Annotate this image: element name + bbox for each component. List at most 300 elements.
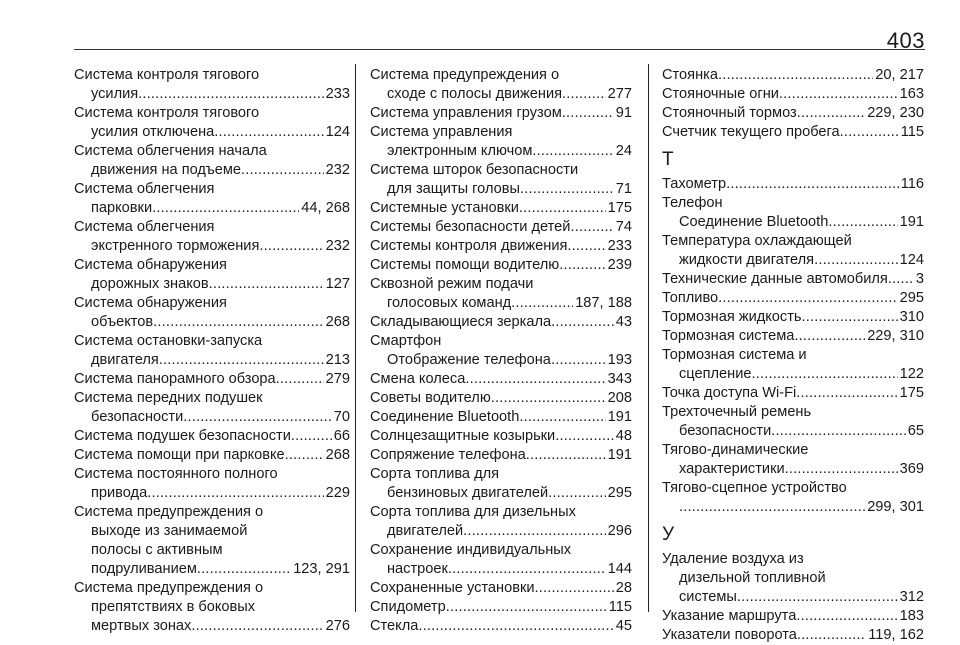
index-entry-pages: 66 — [333, 428, 350, 444]
index-entry-pages: 239 — [607, 257, 632, 273]
index-entry — [74, 104, 350, 142]
index-entry — [370, 389, 632, 408]
index-entry-line — [74, 256, 350, 275]
index-entry-pages: 127 — [325, 276, 350, 292]
index-entry-line — [370, 275, 632, 294]
index-entry — [662, 194, 924, 213]
index-entry-line — [74, 66, 350, 85]
index-entry-pages: 233 — [607, 238, 632, 254]
index-entry-text: Стояночные огни — [662, 86, 779, 102]
dot-leader — [532, 142, 613, 161]
index-entry — [370, 237, 632, 256]
index-entry-line — [370, 123, 632, 142]
index-entry-pages: 191 — [899, 214, 924, 230]
index-entry-line — [370, 199, 632, 218]
index-entry-pages: 28 — [615, 580, 632, 596]
dot-leader — [555, 427, 614, 446]
page-number: 403 — [886, 28, 925, 53]
index-entry — [74, 218, 350, 256]
index-entry — [370, 123, 632, 161]
dot-leader — [191, 617, 323, 636]
index-entry-text: Тягово-сцепное устройство — [662, 480, 847, 496]
index-entry-text: Система облегчения начала — [74, 143, 267, 159]
dot-leader — [796, 607, 897, 626]
index-entry-pages: 163 — [899, 86, 924, 102]
index-entry-line — [74, 85, 350, 104]
index-entry-line — [74, 598, 350, 617]
index-entry-pages: 277 — [607, 86, 632, 102]
dot-leader — [570, 218, 613, 237]
index-entry — [370, 275, 632, 313]
dot-leader — [802, 308, 898, 327]
index-entry-text: Стояночный тормоз — [662, 105, 797, 121]
index-entry — [662, 384, 924, 403]
index-entry-line — [662, 588, 924, 607]
index-letter-heading: Т — [662, 149, 674, 170]
index-entry-text: Система подушек безопасности — [74, 428, 291, 444]
index-entry-text: движения на подъеме — [91, 162, 241, 178]
index-entry-line — [662, 365, 924, 384]
index-entry-text: Тахометр — [662, 176, 727, 192]
index-entry-line — [74, 522, 350, 541]
index-entry-text: двигателей — [387, 523, 464, 539]
index-entry-line — [74, 180, 350, 199]
index-entry-text: Сквозной режим подачи — [370, 276, 534, 292]
index-entry-text: Система помощи при парковке — [74, 447, 285, 463]
index-entry-text: Система предупреждения о — [370, 67, 560, 83]
index-entry-pages: 43 — [615, 314, 632, 330]
index-entry — [74, 389, 350, 427]
index-entry-text: привода — [91, 485, 148, 501]
index-column-3 — [662, 66, 924, 643]
index-entry-line — [370, 142, 632, 161]
index-entry-text: системы — [679, 589, 737, 605]
index-entry — [370, 541, 632, 579]
index-entry-text: Сорта топлива для — [370, 466, 500, 482]
dot-leader — [276, 370, 324, 389]
index-entry-line — [74, 579, 350, 598]
index-entry-text: Топливо — [662, 290, 719, 306]
index-entry-line — [370, 294, 632, 313]
index-entry-pages: 124 — [325, 124, 350, 140]
index-entry — [662, 308, 924, 327]
index-letter-heading: У — [662, 524, 675, 545]
index-entry-line — [662, 403, 924, 422]
index-entry-text: двигателя — [91, 352, 159, 368]
index-entry-line — [662, 327, 924, 346]
index-entry-text: Сохранение индивидуальных — [370, 542, 572, 558]
index-entry-line — [74, 294, 350, 313]
dot-leader — [562, 104, 614, 123]
index-entry-line — [370, 351, 632, 370]
index-entry-pages: 116 — [900, 176, 924, 192]
dot-leader — [197, 560, 291, 579]
index-entry — [662, 479, 924, 517]
index-entry-line — [662, 104, 924, 123]
index-entry-pages: 115 — [900, 124, 924, 140]
index-entry-pages: 74 — [615, 219, 632, 235]
dot-leader — [679, 498, 865, 517]
dot-leader — [241, 161, 324, 180]
dot-leader — [214, 123, 323, 142]
dot-leader — [526, 446, 606, 465]
index-entry-text: Система облегчения — [74, 219, 215, 235]
index-entry-line — [662, 251, 924, 270]
index-entry-line — [74, 332, 350, 351]
index-entry-line — [74, 541, 350, 560]
index-entry-text: Система контроля тягового — [74, 105, 260, 121]
index-entry — [74, 503, 350, 579]
dot-leader — [152, 199, 299, 218]
index-entry — [662, 346, 924, 384]
index-entry — [370, 370, 632, 389]
index-entry — [662, 327, 924, 346]
index-entry-line — [370, 256, 632, 275]
index-entry-text: Тормозная жидкость — [662, 309, 802, 325]
index-entry-line — [74, 142, 350, 161]
index-entry — [370, 427, 632, 446]
dot-leader — [511, 294, 573, 313]
index-entry-line — [370, 408, 632, 427]
index-entry-line — [74, 503, 350, 522]
index-entry-text: безопасности — [91, 409, 184, 425]
index-entry-line — [74, 199, 350, 218]
index-entry-text: Указание маршрута — [662, 608, 797, 624]
index-entry — [662, 441, 924, 479]
index-entry-line — [662, 607, 924, 626]
index-entry-text: полосы с активным — [91, 542, 223, 558]
index-entry — [662, 270, 924, 289]
index-entry — [74, 579, 350, 636]
index-entry-pages: 233 — [325, 86, 350, 102]
index-entry-line — [74, 484, 350, 503]
index-entry-text: Система передних подушек — [74, 390, 263, 406]
index-entry — [370, 66, 632, 104]
dot-leader — [751, 365, 897, 384]
index-entry — [662, 213, 924, 232]
index-entry-line — [662, 498, 924, 517]
dot-leader — [718, 289, 897, 308]
index-entry — [74, 256, 350, 294]
index-entry — [370, 617, 632, 636]
index-entry-text: безопасности — [679, 423, 772, 439]
index-entry-text: Сорта топлива для дизельных — [370, 504, 576, 520]
index-entry-line — [370, 237, 632, 256]
index-entry-line — [74, 275, 350, 294]
index-entry — [74, 465, 350, 503]
index-entry-text: Тормозная система — [662, 328, 795, 344]
index-entry-text: Счетчик текущего пробега — [662, 124, 840, 140]
index-entry — [662, 104, 924, 123]
index-entry-pages: 193 — [607, 352, 632, 368]
index-entry-pages: 268 — [325, 447, 350, 463]
dot-leader — [888, 270, 914, 289]
dot-leader — [771, 422, 906, 441]
index-entry-line — [370, 484, 632, 503]
index-entry-line — [370, 180, 632, 199]
dot-leader — [153, 313, 323, 332]
index-entry-pages: 310 — [899, 309, 924, 325]
index-entry-text: Система обнаружения — [74, 257, 227, 273]
index-entry-line — [662, 66, 924, 85]
index-entry — [370, 218, 632, 237]
index-entry-pages: 124 — [899, 252, 924, 268]
index-entry-text: Смартфон — [370, 333, 442, 349]
index-entry-text: электронным ключом — [387, 143, 533, 159]
index-entry-line — [370, 161, 632, 180]
dot-leader — [797, 626, 866, 645]
index-entry-pages: 229, 310 — [867, 328, 924, 344]
index-entry-text: Солнцезащитные козырьки — [370, 428, 556, 444]
dot-leader — [519, 199, 606, 218]
index-entry — [370, 256, 632, 275]
dot-leader — [737, 588, 898, 607]
dot-leader — [718, 66, 873, 85]
index-entry-line — [370, 579, 632, 598]
index-column-2 — [370, 66, 632, 634]
index-entry-text: Система управления грузом — [370, 105, 562, 121]
dot-leader — [491, 389, 606, 408]
index-entry-text: Система остановки-запуска — [74, 333, 263, 349]
index-entry-text: характеристики — [679, 461, 785, 477]
index-entry — [370, 408, 632, 427]
index-entry-line — [662, 308, 924, 327]
dot-leader — [726, 175, 899, 194]
dot-leader — [559, 256, 605, 275]
index-entry-pages: 48 — [615, 428, 632, 444]
index-entry-text: усилия — [91, 86, 139, 102]
index-entry-text: объектов — [91, 314, 154, 330]
index-entry — [74, 427, 350, 446]
index-entry-line — [370, 446, 632, 465]
dot-leader — [147, 484, 323, 503]
index-entry-line — [662, 441, 924, 460]
index-entry-text: сходе с полосы движения — [387, 86, 563, 102]
index-entry-line — [74, 427, 350, 446]
index-entry-text: Сопряжение телефона — [370, 447, 526, 463]
dot-leader — [535, 579, 614, 598]
index-entry — [662, 232, 924, 270]
index-entry-line — [74, 104, 350, 123]
index-entry-line — [662, 232, 924, 251]
index-entry-text: Тягово-динамические — [662, 442, 809, 458]
index-entry-line — [662, 422, 924, 441]
dot-leader — [828, 213, 897, 232]
index-entry-pages: 312 — [899, 589, 924, 605]
dot-leader — [138, 85, 323, 104]
index-entry-text: парковки — [91, 200, 153, 216]
dot-leader — [814, 251, 898, 270]
index-entry-text: Температура охлаждающей — [662, 233, 852, 249]
index-entry-pages: 232 — [325, 238, 350, 254]
index-entry — [662, 175, 924, 194]
index-entry-pages: 20, 217 — [875, 67, 924, 83]
dot-leader — [796, 384, 897, 403]
index-entry — [370, 579, 632, 598]
dot-leader — [259, 237, 323, 256]
index-entry-text: Система предупреждения о — [74, 504, 264, 520]
dot-leader — [519, 408, 605, 427]
index-entry-pages: 24 — [615, 143, 632, 159]
index-entry-text: Соединение Bluetooth — [370, 409, 520, 425]
index-entry-line — [662, 85, 924, 104]
index-entry-pages: 115 — [608, 599, 632, 615]
index-entry-line — [74, 161, 350, 180]
dot-leader — [779, 85, 898, 104]
dot-leader — [797, 104, 865, 123]
index-entry-line — [662, 213, 924, 232]
index-entry-pages: 44, 268 — [301, 200, 350, 216]
dot-leader — [448, 560, 606, 579]
dot-leader — [446, 598, 607, 617]
index-entry-text: Системы контроля движения — [370, 238, 568, 254]
index-entry-line — [662, 270, 924, 289]
index-entry-line — [662, 194, 924, 213]
index-entry-text: экстренного торможения — [91, 238, 260, 254]
dot-leader — [291, 427, 332, 446]
index-entry — [370, 161, 632, 199]
dot-leader — [520, 180, 614, 199]
index-entry-text: Складывающиеся зеркала — [370, 314, 552, 330]
index-entry-pages: 175 — [607, 200, 632, 216]
index-entry-line — [370, 332, 632, 351]
index-entry-pages: 91 — [615, 105, 632, 121]
index-entry-pages: 232 — [325, 162, 350, 178]
index-entry-text: Телефон — [662, 195, 723, 211]
index-entry — [662, 123, 924, 142]
index-entry-text: настроек — [387, 561, 448, 577]
index-entry-line — [662, 175, 924, 194]
index-entry-text: Точка доступа Wi-Fi — [662, 385, 797, 401]
index-entry-text: Системы безопасности детей — [370, 219, 571, 235]
index-entry-line — [370, 617, 632, 636]
index-entry-pages: 45 — [615, 618, 632, 634]
index-entry-pages: 369 — [899, 461, 924, 477]
index-entry — [662, 550, 924, 607]
index-entry-pages: 208 — [607, 390, 632, 406]
dot-leader — [183, 408, 332, 427]
index-entry-line — [74, 408, 350, 427]
index-entry-line — [662, 550, 924, 569]
index-entry — [74, 142, 350, 180]
index-entry-text: Соединение Bluetooth — [679, 214, 829, 230]
index-entry-line — [74, 389, 350, 408]
index-entry-pages: 3 — [915, 271, 924, 287]
index-entry-line — [662, 479, 924, 498]
index-entry-pages: 119, 162 — [868, 627, 924, 643]
index-entry-line — [74, 123, 350, 142]
index-entry — [370, 313, 632, 332]
index-entry-text: сцепление — [679, 366, 752, 382]
index-entry-text: Указатели поворота — [662, 627, 797, 643]
index-entry — [74, 370, 350, 389]
dot-leader — [840, 123, 899, 142]
index-entry — [370, 446, 632, 465]
index-entry — [74, 180, 350, 218]
dot-leader — [794, 327, 865, 346]
dot-leader — [548, 484, 606, 503]
index-entry-text: Смена колеса — [370, 371, 466, 387]
index-entry-pages: 122 — [899, 366, 924, 382]
index-entry — [662, 626, 924, 645]
index-entry-pages: 65 — [907, 423, 924, 439]
index-entry-text: выходе из занимаемой — [91, 523, 248, 539]
index-entry-line — [370, 313, 632, 332]
index-entry-pages: 123, 291 — [293, 561, 350, 577]
index-entry-text: жидкости двигателя — [679, 252, 815, 268]
index-entry-pages: 213 — [325, 352, 350, 368]
index-entry-line — [370, 427, 632, 446]
index-entry-line — [662, 626, 924, 645]
index-entry-line — [74, 465, 350, 484]
index-entry-text: Стоянка — [662, 67, 718, 83]
index-entry-text: Отображение телефона — [387, 352, 551, 368]
index-entry-text: Система постоянного полного — [74, 466, 278, 482]
index-entry-line — [74, 560, 350, 579]
dot-leader — [159, 351, 324, 370]
index-entry-line — [370, 541, 632, 560]
index-entry-pages: 295 — [899, 290, 924, 306]
index-entry-text: усилия отключена — [91, 124, 215, 140]
index-entry-pages: 296 — [607, 523, 632, 539]
index-entry-line — [662, 123, 924, 142]
index-entry — [662, 403, 924, 441]
index-entry-text: Система предупреждения о — [74, 580, 264, 596]
index-entry-line — [370, 560, 632, 579]
index-column-1 — [74, 66, 350, 634]
index-entry-line — [74, 446, 350, 465]
index-entry-pages: 183 — [899, 608, 924, 624]
index-entry-text: мертвых зонах — [91, 618, 192, 634]
header-rule — [74, 49, 925, 50]
index-entry-line — [370, 389, 632, 408]
index-entry-text: Удаление воздуха из — [662, 551, 804, 567]
index-entry-text: Системы помощи водителю — [370, 257, 560, 273]
index-entry-text: Системные установки — [370, 200, 519, 216]
index-entry-pages: 299, 301 — [867, 499, 924, 515]
index-entry — [370, 199, 632, 218]
dot-leader — [209, 275, 324, 294]
index-entry-pages: 71 — [615, 181, 632, 197]
index-entry-line — [74, 617, 350, 636]
dot-leader — [285, 446, 324, 465]
index-entry-pages: 229, 230 — [867, 105, 924, 121]
dot-leader — [465, 370, 605, 389]
index-entry-pages: 191 — [607, 447, 632, 463]
index-entry-text: подруливанием — [91, 561, 197, 577]
column-separator — [355, 64, 356, 612]
index-entry — [662, 66, 924, 85]
index-entry-pages: 144 — [607, 561, 632, 577]
index-entry-pages: 70 — [333, 409, 350, 425]
index-entry — [74, 66, 350, 104]
index-entry-line — [370, 85, 632, 104]
index-entry — [370, 351, 632, 370]
index-entry-text: дорожных знаков — [91, 276, 209, 292]
index-entry-pages: 191 — [607, 409, 632, 425]
index-entry-text: Система обнаружения — [74, 295, 227, 311]
index-entry-text: голосовых команд — [387, 295, 512, 311]
dot-leader — [418, 617, 613, 636]
index-entry-text: Система шторок безопасности — [370, 162, 579, 178]
index-entry-line — [662, 460, 924, 479]
index-entry — [74, 294, 350, 332]
index-entry — [370, 332, 632, 351]
index-entry-line — [370, 66, 632, 85]
index-entry-pages: 276 — [325, 618, 350, 634]
index-entry-line — [74, 218, 350, 237]
dot-leader — [785, 460, 898, 479]
